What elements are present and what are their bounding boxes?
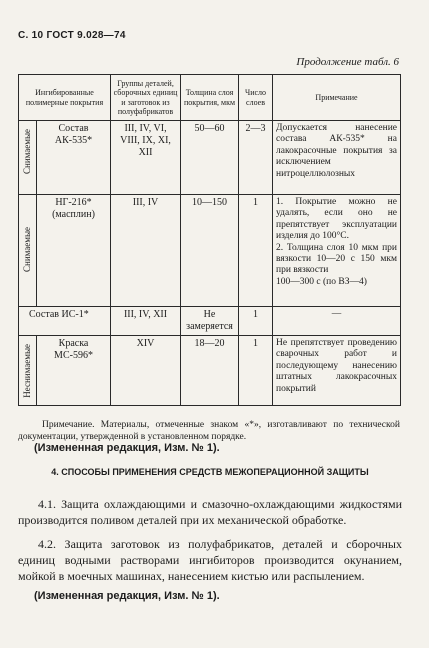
paragraph-4-2: 4.2. Защита заготовок из полуфабрикатов, деталей и сборочных единиц водными растворами ингибиторов производится окунанием, мойкой в моечных машинах, нанесением кистью или распылением.	[18, 537, 402, 584]
part-groups: III, IV, VI, VIII, IX, XI, XII	[111, 121, 181, 195]
row-group-cell	[19, 336, 37, 406]
layer-thickness: Не замеряется	[181, 307, 239, 336]
layer-thickness: 50—60	[181, 121, 239, 195]
table-row	[19, 336, 401, 406]
part-groups: XIV	[111, 336, 181, 406]
row-note: Допускается нанесение состава АК-535* на лакокрасочные покрытия за исключением нитроцеллюлозных	[273, 121, 401, 195]
coating-name: Состав ИС-1*	[19, 307, 111, 336]
part-groups: III, IV, XII	[111, 307, 181, 336]
column-header-groups: Группы деталей, сборочных единиц и заготовок из полуфабрикатов	[111, 75, 181, 121]
table-row	[19, 195, 401, 307]
layer-thickness: 18—20	[181, 336, 239, 406]
row-note: 1. Покрытие можно не удалять, если оно не препятствует эксплуатации изделия до 100°С. 2. Толщина слоя 10 мкм при вязкости 10—20 с 150 мкм при вязкости 100—300 с (по ВЗ—4)	[273, 195, 401, 307]
layer-count: 1	[239, 307, 273, 336]
part-groups: III, IV	[111, 195, 181, 307]
table-row	[19, 307, 401, 336]
column-header-coating: Ингибированные полимерные покрытия	[19, 75, 111, 121]
column-header-layers: Число слоев	[239, 75, 273, 121]
table-header-row	[19, 75, 401, 121]
column-header-thickness: Толщина слоя покрытия, мкм	[181, 75, 239, 121]
revision-note: (Измененная редакция, Изм. № 1).	[34, 590, 220, 602]
layer-count: 1	[239, 336, 273, 406]
row-group-label: Снимаемые	[22, 227, 33, 272]
table-row	[19, 121, 401, 195]
page-header: С. 10 ГОСТ 9.028—74	[18, 30, 126, 41]
paragraph-4-1: 4.1. Защита охлаждающими и смазочно-охлаждающими жидкостями производится поливом деталей при их механической обработке.	[18, 497, 402, 528]
coating-name: Состав АК-535*	[37, 121, 111, 195]
row-group-cell	[19, 121, 37, 195]
row-group-label: Неснимаемые	[22, 344, 33, 398]
revision-note: (Измененная редакция, Изм. № 1).	[34, 442, 220, 454]
layer-count: 2—3	[239, 121, 273, 195]
table-6	[18, 74, 401, 406]
row-note: Не препятствует проведению сварочных работ и последующему нанесению штатных лакокрасочных покрытий	[273, 336, 401, 406]
table-continuation-label: Продолжение табл. 6	[296, 56, 399, 68]
row-group-label: Снимаемые	[22, 129, 33, 174]
layer-thickness: 10—150	[181, 195, 239, 307]
row-note: —	[273, 307, 401, 336]
column-header-note: Примечание	[273, 75, 401, 121]
section-heading: 4. СПОСОБЫ ПРИМЕНЕНИЯ СРЕДСТВ МЕЖОПЕРАЦИОННОЙ ЗАЩИТЫ	[51, 467, 369, 477]
row-group-cell	[19, 195, 37, 307]
table-footnote: Примечание. Материалы, отмеченные знаком «*», изготавливают по технической документации, утвержденной в установленном порядке.	[18, 420, 400, 443]
layer-count: 1	[239, 195, 273, 307]
coating-name: НГ-216* (масплин)	[37, 195, 111, 307]
coating-name: Краска МС-596*	[37, 336, 111, 406]
